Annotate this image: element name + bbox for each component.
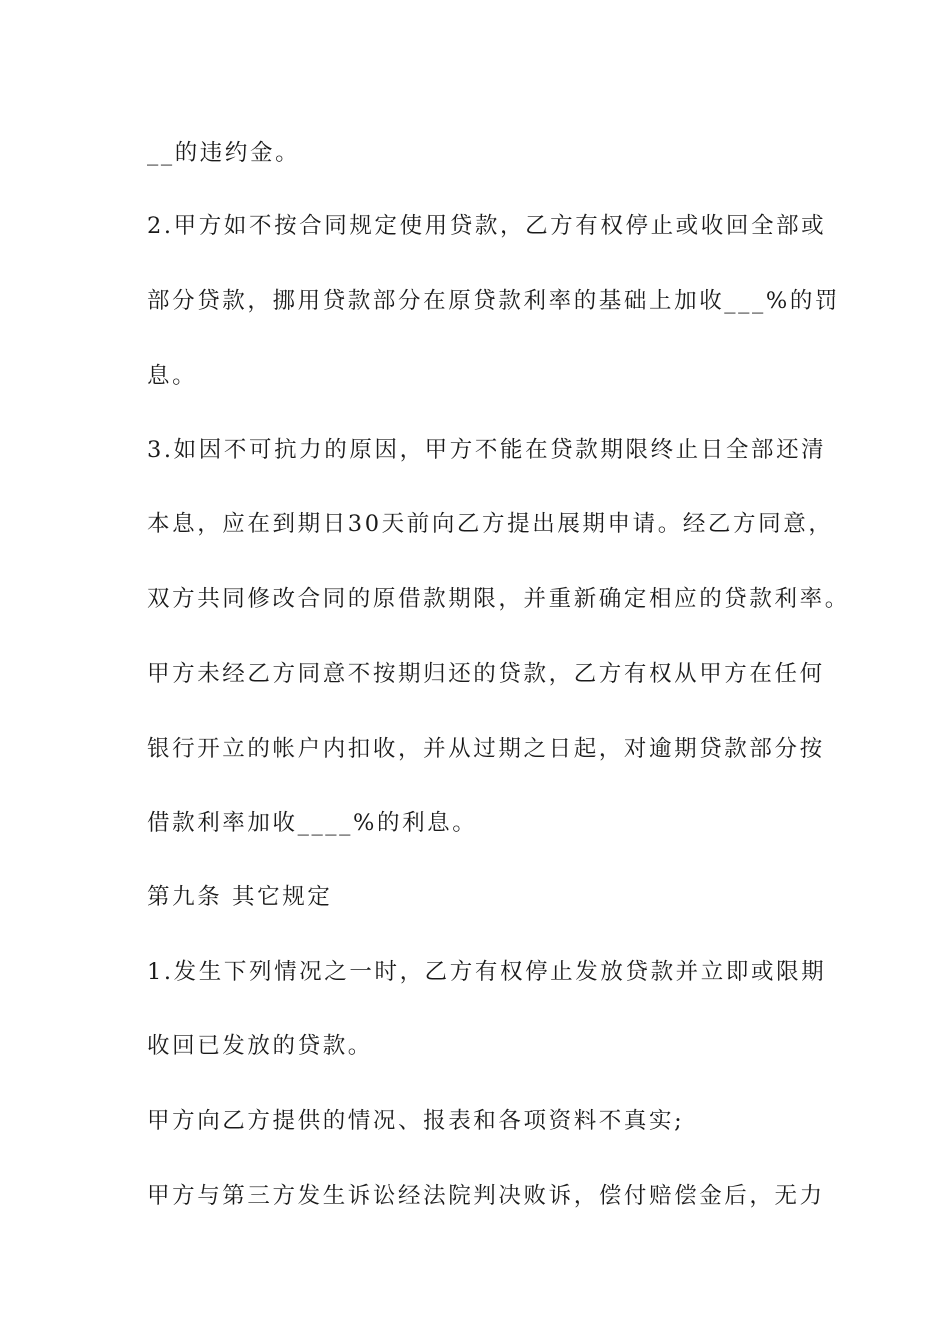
- text-line: 甲方未经乙方同意不按期归还的贷款，乙方有权从甲方在任何: [147, 661, 825, 687]
- text-line: 甲方与第三方发生诉讼经法院判决败诉，偿付赔偿金后，无力: [147, 1183, 825, 1209]
- text-line: 本息，应在到期日30天前向乙方提出展期申请。经乙方同意，: [147, 511, 834, 537]
- text-line: 部分贷款，挪用贷款部分在原贷款利率的基础上加收___%的罚: [147, 288, 841, 314]
- text-line: 息。: [147, 363, 198, 389]
- text-line: 1.发生下列情况之一时，乙方有权停止发放贷款并立即或限期: [147, 959, 827, 985]
- text-line: 借款利率加收____%的利息。: [147, 810, 478, 836]
- text-line: __的违约金。: [147, 140, 301, 166]
- section-heading: 第九条 其它规定: [147, 884, 333, 910]
- text-line: 收回已发放的贷款。: [147, 1033, 373, 1059]
- text-line: 双方共同修改合同的原借款期限，并重新确定相应的贷款利率。: [147, 586, 850, 612]
- text-line: 甲方向乙方提供的情况、报表和各项资料不真实;: [147, 1108, 685, 1134]
- text-line: 银行开立的帐户内扣收，并从过期之日起，对逾期贷款部分按: [147, 736, 825, 762]
- text-line: 2.甲方如不按合同规定使用贷款，乙方有权停止或收回全部或: [147, 213, 827, 239]
- text-line: 3.如因不可抗力的原因，甲方不能在贷款期限终止日全部还清: [147, 437, 827, 463]
